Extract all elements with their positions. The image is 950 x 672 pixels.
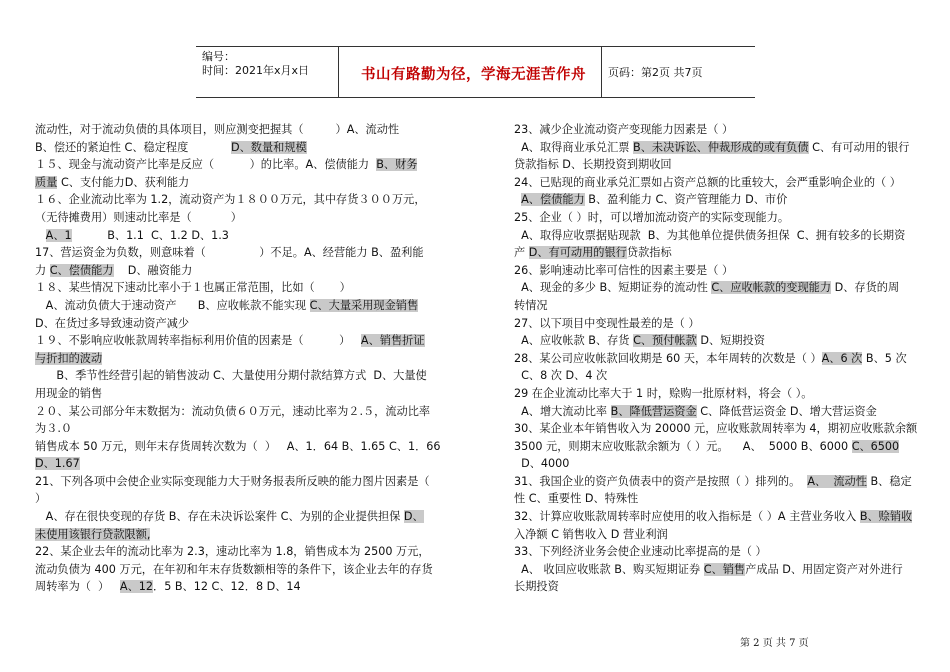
header-motto: 书山有路勤为径，学海无涯苦作舟 xyxy=(361,67,586,83)
text-segment: 28、某公司应收帐款回收期是 60 天，本年周转的次数是（ ） xyxy=(514,351,822,365)
text-segment: （无待摊费用）则速动比率是（ ） xyxy=(35,210,242,224)
highlighted-answer: A、12 xyxy=(119,580,153,594)
footer-page-indicator: 第 2 页 共 7 页 xyxy=(740,638,809,649)
text-line xyxy=(35,350,450,368)
header-meta xyxy=(202,50,309,78)
text-segment: A、存在很快变现的存货 B、存在未决诉讼案件 C、为别的企业提供担保 xyxy=(35,510,404,524)
text-line xyxy=(514,315,919,333)
text-segment: A、取得商业承兑汇票 xyxy=(514,140,634,154)
highlighted-answer: C、预付帐款 xyxy=(633,334,697,348)
highlighted-answer: B、未决诉讼、仲裁形成的或有负债 xyxy=(633,140,809,154)
text-segment: B、稳定 xyxy=(866,474,912,488)
text-segment: １６、企业流动比率为 1.2，流动资产为１８００万元，其中存货３００万元， xyxy=(35,193,426,207)
text-segment: B、盈利能力 C、资产管理能力 D、市价 xyxy=(584,193,788,207)
text-segment: D、存货的周 xyxy=(831,281,900,295)
text-line xyxy=(514,297,919,315)
text-segment: 贷款指标 xyxy=(626,246,672,260)
text-line xyxy=(514,191,919,209)
text-line xyxy=(35,438,450,456)
text-line xyxy=(35,139,450,157)
text-segment: A、流动负债大于速动资产 B、应收帐款不能实现 xyxy=(35,298,310,312)
text-line xyxy=(35,209,450,227)
text-segment: 产 xyxy=(514,246,529,260)
text-segment: 33、下列经济业务会使企业速动比率提高的是（ ） xyxy=(514,545,767,559)
text-segment: 27、以下项目中变现性最差的是（ ） xyxy=(514,316,700,330)
header-page-number: 页码：第2页 共7页 xyxy=(608,66,703,79)
time-label: 时间：2021年x月x日 xyxy=(202,64,310,77)
text-segment xyxy=(35,229,46,242)
text-segment: B、季节性经营引起的销售波动 C、大量使用分期付款结算方式 D、大量使 xyxy=(35,369,427,383)
text-segment: B、5 次 xyxy=(862,351,907,365)
text-segment: 26、影响速动比率可信性的因素主要是（ ） xyxy=(514,263,734,277)
highlighted-answer: 未使用该银行贷款限额, xyxy=(35,527,151,541)
text-segment: 3500 元，则期末应收账款余额为（ ）元。 A、 5000 B、6000 xyxy=(514,439,852,453)
text-segment: 17、营运资金为负数，则意味着（ ）不足。A、经营能力 B、盈利能 xyxy=(35,246,424,260)
text-segment: 性 C、重要性 D、特殊性 xyxy=(514,492,639,506)
text-line xyxy=(35,332,450,350)
text-line xyxy=(514,332,919,350)
text-segment: B、1.1 C、1.2 D、1.3 xyxy=(71,228,229,242)
number-label: 编号： xyxy=(202,50,235,63)
highlighted-answer: D、有可动用的银行 xyxy=(528,246,627,260)
text-segment: C、8 次 D、4 次 xyxy=(514,369,608,383)
highlighted-answer: A、6 次 xyxy=(821,351,863,365)
text-line xyxy=(514,508,919,526)
text-segment: １９、不影响应收帐款周转率指标利用价值的因素是（ ） xyxy=(35,334,361,348)
text-line xyxy=(514,174,919,192)
text-line xyxy=(514,156,919,174)
text-line xyxy=(35,121,450,139)
text-line xyxy=(35,174,450,192)
text-segment: 32、计算应收账款周转率时应使用的收入指标是（ ）A 主营业务收入 xyxy=(514,510,860,524)
highlighted-answer: A、1 xyxy=(45,228,72,242)
text-segment: 为３.０ xyxy=(35,422,73,436)
text-line xyxy=(514,209,919,227)
text-line xyxy=(35,490,450,508)
page-header-table xyxy=(196,46,755,98)
text-line xyxy=(514,121,919,139)
left-text-column xyxy=(35,121,450,596)
highlighted-answer: 与折扣的波动 xyxy=(35,351,103,365)
text-segment: １５、现金与流动资产比率是反应（ ）的比率。A、偿债能力 xyxy=(35,158,377,172)
text-segment: D、短期投资 xyxy=(696,334,765,348)
text-segment: 29 在企业流动比率大于 1 时，赊购一批原材料，将会（ ）。 xyxy=(514,386,813,400)
text-line xyxy=(514,473,919,491)
text-line xyxy=(35,578,450,596)
text-line xyxy=(35,403,450,421)
text-line xyxy=(35,561,450,579)
text-segment: 贷款指标 D、长期投资到期收回 xyxy=(514,158,672,172)
text-segment: １８、某些情况下速动比率小于１也属正常范围，比如（ ） xyxy=(35,281,351,295)
highlighted-answer: C、销售 xyxy=(703,562,746,576)
text-line xyxy=(35,315,450,333)
text-segment: 销售成本 50 万元，则年末存货周转次数为（ ） A、1．64 B、1.65 C、1．66 xyxy=(35,439,441,453)
text-line xyxy=(35,508,450,526)
text-line xyxy=(514,244,919,262)
text-segment: 入净额 C 销售收入 D 营业利润 xyxy=(514,527,668,541)
text-segment: 30、某企业本年销售收入为 20000 元，应收账款周转率为 4，期初应收账款余额 xyxy=(514,422,918,436)
text-line xyxy=(514,526,919,544)
text-segment: 用现金的销售 xyxy=(35,386,103,400)
text-line xyxy=(514,227,919,245)
text-line xyxy=(514,367,919,385)
text-line xyxy=(514,420,919,438)
highlighted-answer: C、偿债能力 xyxy=(49,263,114,277)
text-line xyxy=(35,156,450,174)
text-line xyxy=(35,244,450,262)
text-line xyxy=(35,385,450,403)
text-segment: ．5 B、12 C、12．8 D、14 xyxy=(153,580,301,594)
text-line xyxy=(35,279,450,297)
text-line xyxy=(514,455,919,473)
text-segment: B、偿还的紧迫性 C、稳定程度 xyxy=(35,140,231,154)
highlighted-answer: B、赊销收 xyxy=(859,510,913,524)
text-line xyxy=(514,262,919,280)
text-segment: ２０、某公司部分年末数据为：流动负债６０万元，速动比率为２.５，流动比率 xyxy=(35,404,431,418)
text-line xyxy=(514,543,919,561)
text-line xyxy=(35,367,450,385)
text-line xyxy=(35,227,450,245)
text-line xyxy=(514,279,919,297)
text-segment: C、降低营运资金 D、增大营运资金 xyxy=(696,404,877,418)
text-line xyxy=(514,139,919,157)
text-line xyxy=(514,561,919,579)
highlighted-answer: A、销售折证 xyxy=(360,334,425,348)
text-line xyxy=(35,420,450,438)
text-segment: C、有可动用的银行 xyxy=(808,140,910,154)
highlighted-answer: B、财务 xyxy=(376,158,418,172)
highlighted-answer: D、1.67 xyxy=(35,457,80,471)
text-line xyxy=(35,297,450,315)
right-text-column xyxy=(514,121,919,596)
text-segment: 23、减少企业流动资产变现能力因素是（ ） xyxy=(514,123,734,136)
text-segment: 力 xyxy=(35,263,50,277)
text-segment: A、增大流动比率 xyxy=(514,404,611,418)
text-segment: 24、已贴现的商业承兑汇票如占资产总额的比重较大，会严重影响企业的（ ） xyxy=(514,175,901,189)
text-segment: C、支付能力D、获利能力 xyxy=(57,175,190,189)
text-line xyxy=(35,262,450,280)
text-segment: D、在货过多导致速动资产减少 xyxy=(35,316,190,330)
text-line xyxy=(514,350,919,368)
text-segment: 流动负债为 400 万元，在年初和年末存货数额相等的条件下，该企业去年的存货 xyxy=(35,562,433,576)
text-segment: 22、某企业去年的流动比率为 2.3，速动比率为 1.8，销售成本为 2500 万元， xyxy=(35,545,430,559)
text-line xyxy=(35,543,450,561)
highlighted-answer: C、大量采用现金销售 xyxy=(309,298,419,312)
text-segment: 21、下列各项中会使企业实际变现能力大于财务报表所反映的能力图片因素是（ xyxy=(35,474,430,488)
highlighted-answer: A、偿债能力 xyxy=(521,193,585,207)
text-segment: A、取得应收票据贴现款 B、为其他单位提供债务担保 C、拥有较多的长期资 xyxy=(514,228,906,242)
text-segment: 25、企业（ ）时，可以增加流动资产的实际变现能力。 xyxy=(514,210,790,224)
text-line xyxy=(514,490,919,508)
text-line xyxy=(514,438,919,456)
highlighted-answer: C、应收帐款的变现能力 xyxy=(711,281,832,295)
text-segment: A、现金的多少 B、短期证券的流动性 xyxy=(514,281,712,295)
text-line xyxy=(35,526,450,544)
text-line xyxy=(35,473,450,491)
text-line xyxy=(35,455,450,473)
text-segment: A、应收帐款 B、存货 xyxy=(514,334,634,348)
text-segment: ） xyxy=(35,492,47,506)
text-line xyxy=(35,191,450,209)
highlighted-answer: A、 流动性 xyxy=(807,474,867,488)
highlighted-answer: 质量 xyxy=(35,175,58,189)
highlighted-answer: C、6500 xyxy=(851,439,900,453)
text-line xyxy=(514,578,919,596)
text-line xyxy=(514,403,919,421)
highlighted-answer: D、 xyxy=(403,510,424,524)
text-line xyxy=(514,385,919,403)
highlighted-answer: B、降低营运资金 xyxy=(610,404,697,418)
text-segment: D、4000 xyxy=(514,457,570,471)
text-segment: 流动性，对于流动负债的具体项目，则应测变把握其（ ）A、流动性 xyxy=(35,123,400,136)
text-segment: D、融资能力 xyxy=(113,263,193,277)
text-segment: A、 收回应收账款 B、购买短期证券 xyxy=(514,562,704,576)
text-segment: 31、我国企业的资产负债表中的资产是按照（ ）排列的。 xyxy=(514,474,808,488)
text-segment: 产成品 D、用固定资产对外进行 xyxy=(745,562,903,576)
text-segment: 周转率为（ ） xyxy=(35,580,120,594)
text-segment: 转情况 xyxy=(514,298,548,312)
highlighted-answer: D、数量和规模 xyxy=(230,140,307,154)
text-segment: 长期投资 xyxy=(514,580,559,594)
